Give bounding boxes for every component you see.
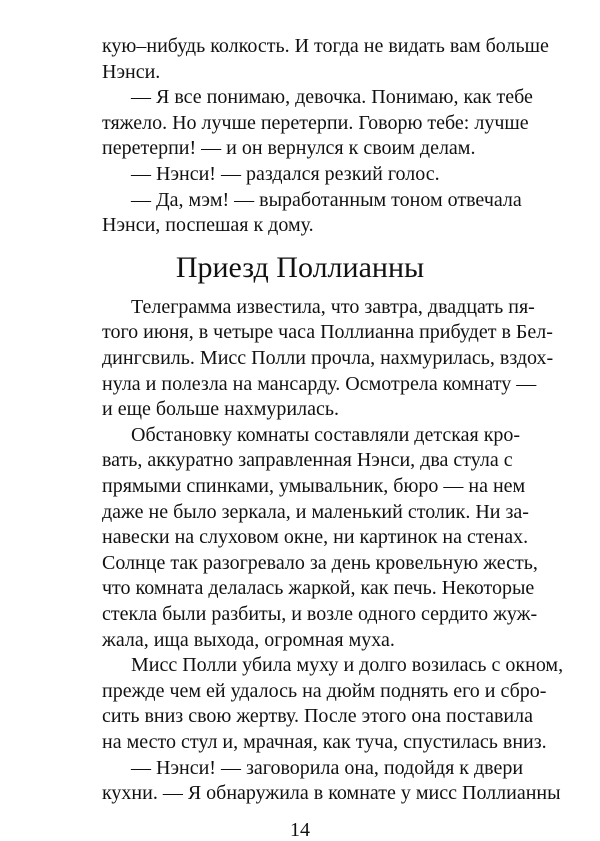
text-line: Мисс Полли убила муху и долго возилась с окном, (131, 654, 564, 676)
text-line: навески на слуховом окне, ни картинок на стенах. (102, 526, 529, 548)
text-line: что комната делалась жаркой, как печь. Некоторые (102, 577, 535, 599)
text-line: Обстановку комнаты составляли детская кро- (131, 424, 521, 446)
chapter-title: Приезд Поллианны (175, 250, 425, 284)
text-line: кую–нибудь колкость. И тогда не видать вам больше (102, 35, 549, 57)
text-line: даже не было зеркала, и маленький столик. Ни за- (102, 501, 529, 523)
text-line: и еще больше нахмурилась. (102, 398, 339, 420)
text-line: прежде чем ей удалось на дюйм поднять его и сбро- (102, 680, 547, 702)
text-line: на место стул и, мрачная, как туча, спустилась вниз. (102, 731, 547, 753)
text-line: кухни. — Я обнаружила в комнате у мисс Поллианны (102, 782, 561, 804)
text-line: — Нэнси! — заговорила она, подойдя к двери (131, 757, 524, 779)
text-line: сить вниз свою жертву. После этого она поставила (102, 705, 533, 727)
text-line: — Да, мэм! — выработанным тоном отвечала (131, 189, 522, 211)
text-line: Солнце так разогревало за день кровельную жесть, (102, 552, 538, 574)
text-line: жала, ища выхода, огромная муха. (102, 629, 395, 651)
page-number: 14 (290, 819, 310, 841)
text-line: тяжело. Но лучше перетерпи. Говорю тебе: лучше (102, 112, 529, 134)
text-line: вать, аккуратно заправленная Нэнси, два стула с (102, 449, 513, 471)
text-line: перетерпи! — и он вернулся к своим делам. (102, 137, 476, 159)
text-line: — Нэнси! — раздался резкий голос. (131, 163, 440, 185)
text-line: — Я все понимаю, девочка. Понимаю, как тебе (131, 86, 533, 108)
text-line: нула и полезла на мансарду. Осмотрела комнату — (102, 373, 537, 395)
text-line: дингсвиль. Мисс Полли прочла, нахмурилась, вздох- (102, 347, 554, 369)
text-line: Телеграмма известила, что завтра, двадцать пя- (131, 296, 535, 318)
text-line: стекла были разбиты, и возле одного сердито жуж- (102, 603, 538, 625)
text-line: того июня, в четыре часа Поллианна прибудет в Бел- (102, 321, 553, 343)
text-line: прямыми спинками, умывальник, бюро — на нем (102, 475, 526, 497)
text-line: Нэнси. (102, 61, 161, 83)
text-line: Нэнси, поспешая к дому. (102, 214, 314, 236)
